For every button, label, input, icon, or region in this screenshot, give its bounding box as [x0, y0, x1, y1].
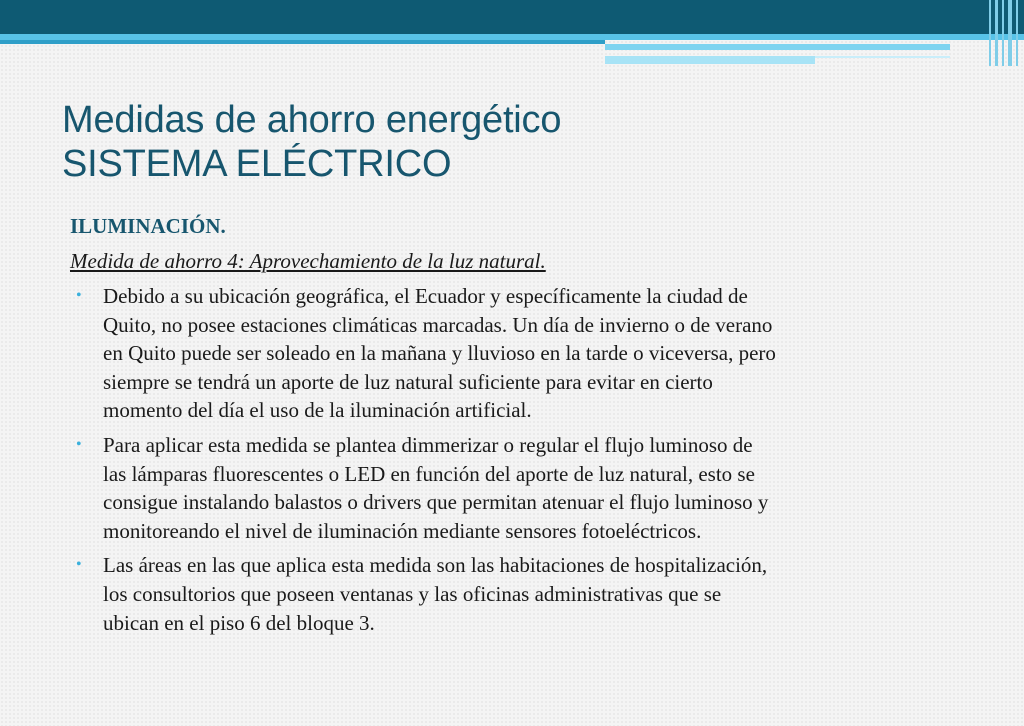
- bullet-text-line: consigue instalando balastos o drivers que permitan atenuar el flujo luminoso y: [103, 490, 769, 515]
- header-stripe: [605, 44, 950, 50]
- header-stripe: [0, 40, 605, 44]
- decorative-bars: [985, 0, 1024, 66]
- header-bar: [0, 0, 1024, 34]
- measure-subheading: Medida de ahorro 4: Aprovechamiento de la luz natural.: [70, 249, 546, 273]
- bullet-dot-icon: •: [76, 556, 82, 574]
- bullet-dot-icon: •: [76, 435, 82, 453]
- bullet-text-line: Quito, no posee estaciones climáticas marcadas. Un día de invierno o de verano: [103, 312, 773, 337]
- bullet-text-line: en Quito puede ser soleado en la mañana y lluvioso en la tarde o viceversa, pero: [103, 341, 776, 366]
- bullet-text-line: siempre se tendrá un aporte de luz natural suficiente para evitar en cierto: [103, 369, 713, 394]
- bullet-text-line: las lámparas fluorescentes o LED en función del aporte de luz natural, esto se: [103, 461, 755, 486]
- header-stripe: [605, 56, 815, 64]
- bullet-text-line: ubican en el piso 6 del bloque 3.: [103, 610, 375, 635]
- title-line-1: Medidas de ahorro energético: [62, 99, 562, 141]
- bullet-list: [70, 282, 970, 643]
- title-line-2: SISTEMA ELÉCTRICO: [62, 143, 452, 185]
- slide-title: [62, 98, 982, 186]
- bullet-item: [70, 551, 970, 637]
- bullet-item: [70, 282, 970, 425]
- section-heading: ILUMINACIÓN.: [70, 214, 226, 238]
- bullet-text-line: momento del día el uso de la iluminación artificial.: [103, 398, 532, 423]
- bullet-text-line: monitoreando el nivel de iluminación mediante sensores fotoeléctricos.: [103, 518, 702, 543]
- bullet-item: [70, 431, 970, 545]
- bullet-text-line: los consultorios que poseen ventanas y las oficinas administrativas que se: [103, 581, 722, 606]
- bullet-text-line: Para aplicar esta medida se plantea dimmerizar o regular el flujo luminoso de: [103, 432, 753, 457]
- bullet-text-line: Las áreas en las que aplica esta medida son las habitaciones de hospitalización,: [103, 553, 768, 578]
- bullet-text-line: Debido a su ubicación geográfica, el Ecuador y específicamente la ciudad de: [103, 284, 748, 308]
- header-stripe: [815, 56, 950, 58]
- bullet-dot-icon: •: [76, 287, 82, 304]
